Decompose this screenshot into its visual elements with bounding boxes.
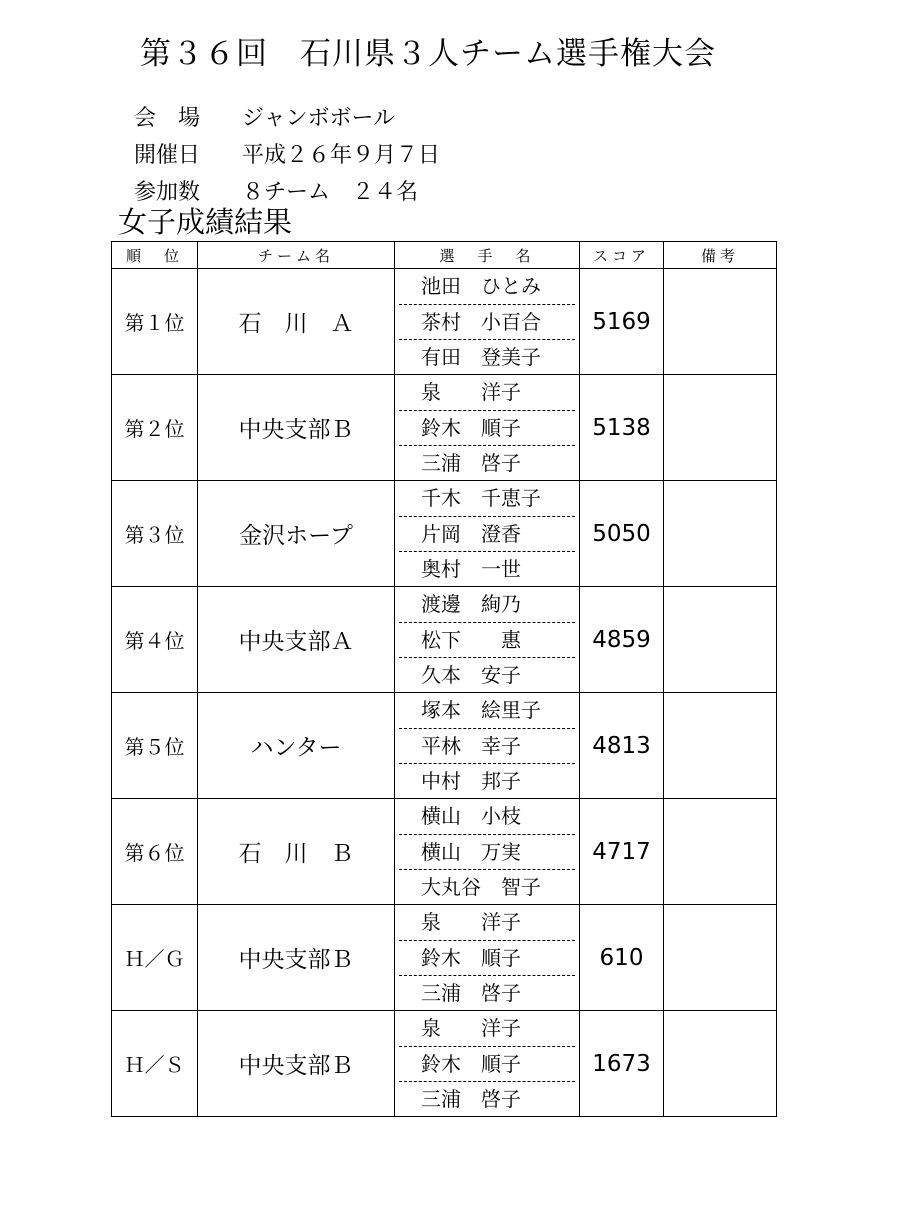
table-row — [112, 693, 777, 799]
score-cell: 4717 — [580, 799, 664, 905]
rank-cell: 第３位 — [112, 481, 198, 587]
player-name: 鈴木 順子 — [399, 410, 575, 445]
player-name: 横山 小枝 — [421, 804, 521, 828]
info-participants — [120, 150, 418, 206]
note-cell — [664, 375, 777, 481]
note-cell — [664, 481, 777, 587]
rank-cell: 第６位 — [112, 799, 198, 905]
score-cell: 610 — [580, 905, 664, 1011]
table-row — [112, 799, 777, 905]
score-cell: 4859 — [580, 587, 664, 693]
player-name: 大丸谷 智子 — [399, 869, 575, 904]
team-cell: ハンター — [198, 693, 395, 799]
section-title: 女子成績結果 — [118, 205, 293, 239]
rank-cell: 第１位 — [112, 269, 198, 375]
team-cell: 中央支部Ｂ — [198, 375, 395, 481]
player-name: 久本 安子 — [399, 657, 575, 692]
player-name: 松下 惠 — [399, 622, 575, 657]
info-value: 平成２６年９月７日 — [242, 143, 441, 168]
player-name: 三浦 啓子 — [399, 975, 575, 1010]
player-name: 中村 邦子 — [399, 763, 575, 798]
player-name: 茶村 小百合 — [399, 304, 575, 339]
players-cell — [395, 269, 580, 375]
player-name: 鈴木 順子 — [399, 940, 575, 975]
score-cell: 5050 — [580, 481, 664, 587]
rank-cell: 第５位 — [112, 693, 198, 799]
note-cell — [664, 799, 777, 905]
team-cell: 中央支部Ｂ — [198, 1011, 395, 1117]
team-cell: 金沢ホープ — [198, 481, 395, 587]
score-cell: 5138 — [580, 375, 664, 481]
player-name: 塚本 絵里子 — [421, 698, 541, 722]
table-row — [112, 905, 777, 1011]
player-name: 奥村 一世 — [399, 551, 575, 586]
player-name: 三浦 啓子 — [399, 445, 575, 480]
header-rank: 順 位 — [112, 242, 198, 269]
info-value: ジャンボボール — [242, 106, 396, 131]
table-body — [112, 269, 777, 1117]
table-header-row — [112, 242, 777, 269]
team-cell: 中央支部Ａ — [198, 587, 395, 693]
player-name: 千木 千恵子 — [421, 486, 541, 510]
rank-cell: Ｈ／Ｇ — [112, 905, 198, 1011]
header-note: 備考 — [664, 242, 777, 269]
players-cell — [395, 481, 580, 587]
header-team: チーム名 — [198, 242, 395, 269]
player-name: 横山 万実 — [399, 834, 575, 869]
players-cell — [395, 587, 580, 693]
table-row — [112, 1011, 777, 1117]
team-cell: 石 川 Ｂ — [198, 799, 395, 905]
note-cell — [664, 1011, 777, 1117]
table-row — [112, 269, 777, 375]
note-cell — [664, 587, 777, 693]
players-cell — [395, 799, 580, 905]
rank-cell: 第２位 — [112, 375, 198, 481]
score-cell: 1673 — [580, 1011, 664, 1117]
player-name: 泉 洋子 — [421, 910, 521, 934]
info-label: 会 場 — [134, 106, 201, 131]
info-label: 参加数 — [134, 180, 201, 205]
team-cell: 石 川 Ａ — [198, 269, 395, 375]
header-score: スコア — [580, 242, 664, 269]
note-cell — [664, 693, 777, 799]
table-row — [112, 587, 777, 693]
player-name: 泉 洋子 — [421, 1016, 521, 1040]
page-title: 第３６回 石川県３人チーム選手権大会 — [140, 36, 716, 72]
header-players: 選 手 名 — [395, 242, 580, 269]
players-cell — [395, 1011, 580, 1117]
note-cell — [664, 269, 777, 375]
player-name: 有田 登美子 — [399, 339, 575, 374]
player-name: 池田 ひとみ — [421, 274, 541, 298]
player-name: 渡邊 絢乃 — [421, 592, 521, 616]
table-row — [112, 375, 777, 481]
rank-cell: 第４位 — [112, 587, 198, 693]
score-cell: 5169 — [580, 269, 664, 375]
info-label: 開催日 — [134, 143, 201, 168]
info-value: ８チーム ２４名 — [242, 180, 419, 205]
table-row — [112, 481, 777, 587]
note-cell — [664, 905, 777, 1011]
players-cell — [395, 905, 580, 1011]
player-name: 三浦 啓子 — [399, 1081, 575, 1116]
player-name: 鈴木 順子 — [399, 1046, 575, 1081]
player-name: 泉 洋子 — [421, 380, 521, 404]
rank-cell: Ｈ／Ｓ — [112, 1011, 198, 1117]
players-cell — [395, 693, 580, 799]
team-cell: 中央支部Ｂ — [198, 905, 395, 1011]
player-name: 平林 幸子 — [399, 728, 575, 763]
score-cell: 4813 — [580, 693, 664, 799]
players-cell — [395, 375, 580, 481]
player-name: 片岡 澄香 — [399, 516, 575, 551]
results-table — [111, 241, 777, 1117]
